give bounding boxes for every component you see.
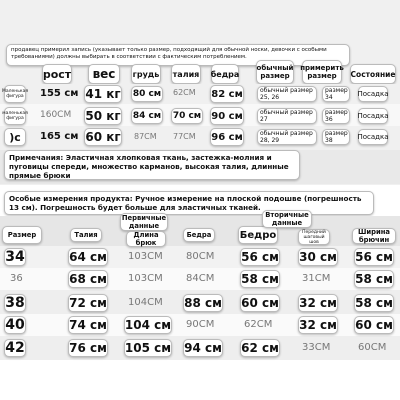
header-state: Состояние <box>350 64 396 84</box>
try-size-value: размер 34 <box>322 86 350 102</box>
hip-value: 58 см <box>241 272 279 286</box>
usual-size-value: обычный размер 25, 26 <box>257 86 317 102</box>
header-hips: Бедра <box>183 228 215 242</box>
header-height: рост <box>42 64 72 84</box>
front-rise-value: 33СМ <box>302 342 331 353</box>
waist-value: 64 см <box>69 250 107 264</box>
height-value: 155 см <box>40 88 79 99</box>
height-value: 165 см <box>40 131 79 142</box>
hips-value: 94 см <box>184 341 222 355</box>
length-value: 105 см <box>124 341 172 355</box>
header-front-rise: Передний шаговый шов <box>298 229 330 245</box>
size-value: 40 <box>5 317 25 333</box>
waist-value: 74 см <box>69 318 107 332</box>
hip-value: 62 см <box>241 341 279 355</box>
waist-value: 72 см <box>69 296 107 310</box>
waist-value: 76 см <box>69 341 107 355</box>
header-chest: грудь <box>131 64 161 84</box>
length-value: 103СМ <box>128 251 163 262</box>
leg-width-value: 56 см <box>355 250 393 264</box>
hip-value: 56 см <box>241 250 279 264</box>
header-secondary-data: Вторичные данные <box>262 210 312 228</box>
header-size: Размер <box>2 226 42 244</box>
try-size-value: размер 36 <box>322 108 350 124</box>
front-rise-value: 32 см <box>299 318 337 332</box>
leg-width-value: 58 см <box>355 272 393 286</box>
weight-value: 60 кг <box>85 130 121 144</box>
hip-value: 62СМ <box>244 319 273 330</box>
hips-value: 90 см <box>210 107 244 125</box>
try-size-value: размер 38 <box>322 129 350 145</box>
header-length: Длина брюк <box>126 231 166 247</box>
usual-size-value: обычный размер 27 <box>257 108 317 124</box>
leg-width-value: 60СМ <box>358 342 387 353</box>
hip-value: 60 см <box>241 296 279 310</box>
header-usual-size: обычный размер <box>256 60 294 84</box>
weight-value: 41 кг <box>85 87 121 101</box>
weight-value: 50 кг <box>85 109 121 123</box>
header-primary-data: Первичные данные <box>121 214 167 230</box>
product-notes: Примечания: Эластичная хлопковая ткань, застежка-молния и пуговицы спереди, множество карманов, высокая талия, длинные прямые брюки <box>4 150 300 180</box>
length-value: 103СМ <box>128 273 163 284</box>
waist-value: 62СМ <box>173 88 196 97</box>
chest-value: 87СМ <box>134 132 157 141</box>
header-waist: Талия <box>70 228 102 242</box>
leg-width-value: 60 см <box>355 318 393 332</box>
header-hips: бедра <box>211 64 239 84</box>
front-rise-value: 31СМ <box>302 273 331 284</box>
state-value: Посадка <box>358 108 388 124</box>
hips-value: 90СМ <box>186 319 215 330</box>
header-try-size: примерить размер <box>302 60 342 84</box>
leg-width-value: 58 см <box>355 296 393 310</box>
measurement-note: Особые измерения продукта: Ручное измерение на плоской подошве (погрешность 13 см). Погрешность будет больше для эластичных тканей. <box>4 191 374 215</box>
chest-value: 84 см <box>131 108 163 124</box>
waist-value: 68 см <box>69 272 107 286</box>
figure-label: маленькая фигура <box>4 107 26 125</box>
waist-value: 70 см <box>171 108 203 124</box>
figure-label: Маленькая фигура <box>4 85 26 103</box>
height-value: 160СМ <box>40 110 72 120</box>
state-value: Посадка <box>358 129 388 145</box>
front-rise-value: 30 см <box>299 250 337 264</box>
usual-size-value: обычный размер 28, 29 <box>257 129 317 145</box>
hips-value: 88 см <box>184 296 222 310</box>
waist-value: 77СМ <box>173 132 196 141</box>
header-hip: Бедро <box>238 226 278 244</box>
length-value: 104 см <box>124 318 172 332</box>
seller-notice: продавец примерил запись (указывает только размер, подходящий для обычной носки, девочки с особыми требованиями) должны выбирать в соответствии с фактическим потреблением. <box>6 44 350 66</box>
size-value: 36 <box>10 273 23 284</box>
header-leg-width: Ширина брючин <box>352 228 396 244</box>
state-value: Посадка <box>358 86 388 102</box>
header-weight: вес <box>88 64 120 84</box>
front-rise-value: 32 см <box>299 296 337 310</box>
size-value: 38 <box>5 295 25 311</box>
size-value: 42 <box>5 340 25 356</box>
hips-value: 96 см <box>210 128 244 146</box>
header-waist: талия <box>171 64 201 84</box>
hips-value: 82 см <box>210 85 244 103</box>
hips-value: 84СМ <box>186 273 215 284</box>
size-value: 34 <box>5 249 25 265</box>
figure-label: )с <box>4 128 26 146</box>
hips-value: 80СМ <box>186 251 215 262</box>
chest-value: 80 см <box>131 86 163 102</box>
length-value: 104СМ <box>128 297 163 308</box>
